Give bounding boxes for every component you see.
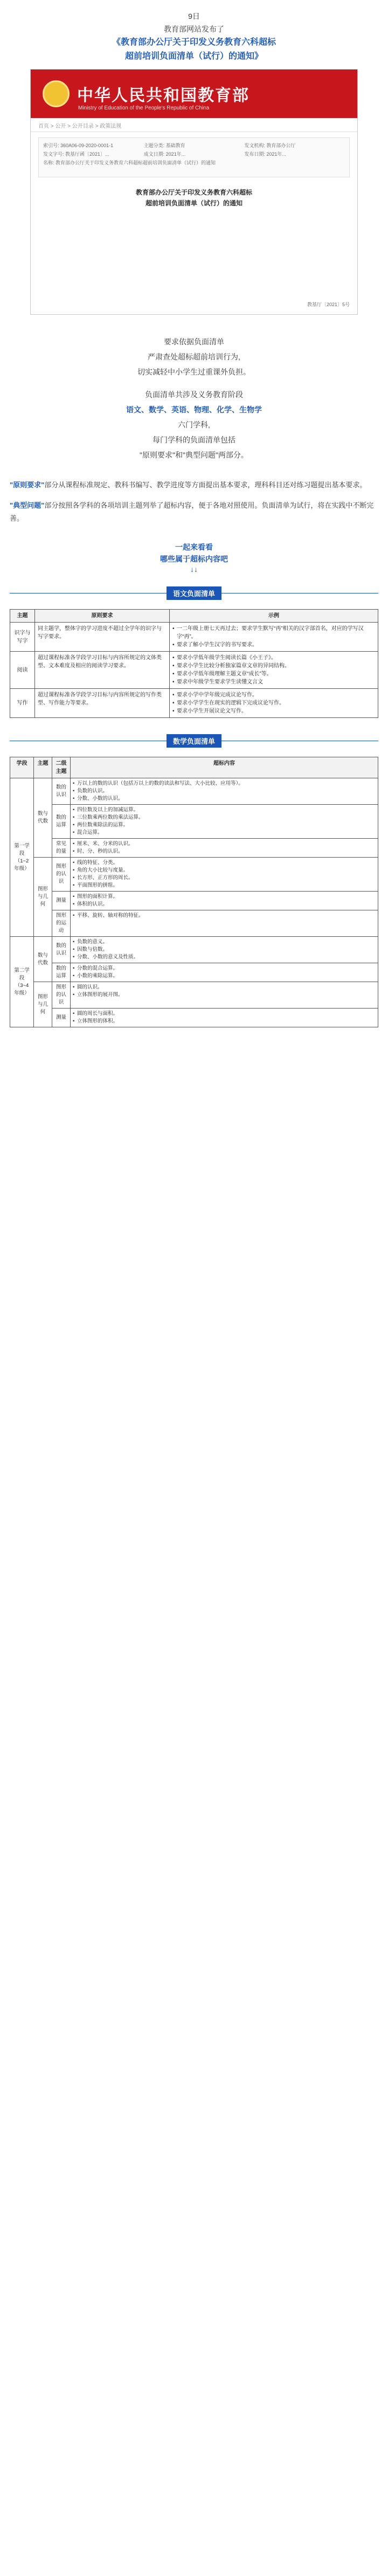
list-item: • 体积的认识。 bbox=[73, 901, 376, 908]
list-item: • 两位数乘除法的运算。 bbox=[73, 821, 376, 829]
list-item: • 混合运算。 bbox=[73, 829, 376, 837]
topic-cell: 阅读 bbox=[10, 652, 35, 689]
section-divider: 一起来看看 哪些属于超标内容吧 ↓↓ bbox=[0, 541, 388, 574]
list-item: • 线的特征、分类。 bbox=[73, 859, 376, 867]
list-item: • 立体图形的展开图。 bbox=[73, 991, 376, 999]
subtopic-cell: 数的认识 bbox=[52, 778, 71, 805]
example-cell bbox=[170, 652, 378, 689]
subjects-list: 语文、数学、英语、物理、化学、生物学 bbox=[126, 405, 262, 414]
content-cell bbox=[71, 892, 378, 910]
intro-line1: 教育部网站发布了 bbox=[164, 25, 224, 33]
example-cell bbox=[170, 623, 378, 652]
content-cell bbox=[71, 963, 378, 982]
math-band: 数学负面清单 bbox=[0, 732, 388, 749]
intro-line2: 《教育部办公厅关于印发义务教育六科超标 bbox=[112, 38, 276, 47]
list-item: • 角的大小比较与度量。 bbox=[73, 867, 376, 874]
table-row bbox=[10, 805, 378, 839]
list-item: • 要求小学学生在现实的逻辑下完成议论写作。 bbox=[172, 699, 375, 707]
table-row bbox=[10, 963, 378, 982]
subtopic-cell: 数的运算 bbox=[52, 963, 71, 982]
list-item: • 分数、小数的认识。 bbox=[73, 795, 376, 803]
list-item: • 四位数及以上的加减运算。 bbox=[73, 806, 376, 814]
principle-note: "原则要求"部分从课程标准规定、教科书编写、教学进度等方面提出基本要求，理科科目还对练习题提出基本要求。 bbox=[10, 481, 367, 489]
subtopic-cell: 测量 bbox=[52, 892, 71, 910]
intro-date: 9日 bbox=[188, 12, 200, 20]
list-item: • 厘米、米、分米的认识。 bbox=[73, 840, 376, 848]
content-cell bbox=[71, 778, 378, 805]
breadcrumb[interactable]: 首页 > 公开 > 公开目录 > 政策法规 bbox=[31, 118, 357, 132]
table-header: 学段 主题 二级主题 超标内容 bbox=[10, 757, 378, 778]
subtopic-cell: 常见的量 bbox=[52, 839, 71, 858]
topic-cell: 图形与几何 bbox=[34, 858, 52, 937]
table-row bbox=[10, 937, 378, 963]
meta-row: 发文字号: 教基厅函〔2021〕... 成文日期: 2021年... 发布日期: 2021年... bbox=[43, 151, 286, 157]
list-item: • 要求小学中学年级完成议论写作。 bbox=[172, 691, 375, 699]
problem-note: "典型问题"部分按照各学科的各项培训主题列举了超标内容，便于各地对照使用。负面清单为试行，将在实践中不断完善。 bbox=[10, 501, 374, 522]
chinese-band: 语文负面清单 bbox=[0, 584, 388, 602]
content-cell bbox=[71, 805, 378, 839]
table-row bbox=[10, 778, 378, 805]
document-meta bbox=[38, 137, 350, 177]
meta-row: 索引号: 360A06-09-2020-0001-1 主题分类: 基础教育 发文机构: 教育部办公厅 bbox=[43, 143, 296, 148]
list-item: • 三位数乘两位数的乘法运算。 bbox=[73, 814, 376, 821]
meta-row: 名称: 教育部办公厅关于印发义务教育六科超标超前培训负面清单（试行）的通知 bbox=[43, 160, 216, 165]
down-arrow-icon: ↓↓ bbox=[190, 565, 198, 574]
list-item: • 时、分、秒的认识。 bbox=[73, 848, 376, 855]
list-item: • 分数、小数的意义及性质。 bbox=[73, 954, 376, 961]
list-item: • 负数的认识。 bbox=[73, 788, 376, 795]
subtopic-cell: 数的认识 bbox=[52, 937, 71, 963]
table-row bbox=[10, 982, 378, 1009]
topic-cell: 图形与几何 bbox=[34, 982, 52, 1027]
table-row bbox=[10, 1009, 378, 1027]
list-item: • 平移、旋转、轴对称的特征。 bbox=[73, 912, 376, 920]
list-item: • 一二年级上册七天再过去；要求学生默写“再”相关的汉字部首名，对应的学写汉字“再”。 bbox=[172, 625, 375, 641]
list-item: • 要求小学生比较分析独家篇章文章的异同结构。 bbox=[172, 662, 375, 670]
table-row bbox=[10, 892, 378, 910]
stage-cell: 第二学段（3~4年级） bbox=[10, 937, 34, 1027]
topic-cell: 识字与写字 bbox=[10, 623, 35, 652]
list-item: • 要求了解小学生汉字的书写要求。 bbox=[172, 641, 375, 649]
summary: 要求依据负面清单 严肃查处超标超前培训行为, 切实减轻中小学生过重课外负担。 负面清单共涉及义务教育阶段 语文、数学、英语、物理、化学、生物学 六门学科, 每门学科的负面清单包括 "原则要求"和"典型问题"两部分。 bbox=[0, 334, 388, 462]
table-row bbox=[10, 623, 378, 652]
table-row bbox=[10, 689, 378, 718]
table-row bbox=[10, 839, 378, 858]
requirement-cell: 同主题学，整体字的学习进度不超过全学年的识字与写字要求。 bbox=[35, 623, 170, 652]
list-item: • 要求小学低年级理解主题文章“成长”等。 bbox=[172, 670, 375, 678]
list-item: • 长方形、正方形的周长。 bbox=[73, 874, 376, 882]
subtopic-cell: 图形的运动 bbox=[52, 910, 71, 937]
content-cell bbox=[71, 839, 378, 858]
list-item: • 万以上的数的认识（包括万以上的数的读法和写法、大小比较、应用等）。 bbox=[73, 780, 376, 788]
moe-banner bbox=[31, 70, 357, 118]
list-item: • 圆的认识。 bbox=[73, 984, 376, 991]
document-title: 教育部办公厅关于印发义务教育六科超标 超前培训负面清单（试行）的通知 bbox=[135, 189, 252, 207]
moe-site-subtitle: Ministry of Education of the People's Republic of China bbox=[78, 105, 210, 111]
list-item: • 要求中年级学生要求学生读懂文言文 bbox=[172, 678, 375, 686]
stage-cell: 第一学段（1~2年级） bbox=[10, 778, 34, 937]
content-cell bbox=[71, 858, 378, 892]
national-emblem-icon bbox=[43, 80, 70, 107]
list-item: • 平面图形的拼组。 bbox=[73, 882, 376, 889]
table-row bbox=[10, 910, 378, 937]
document-number: 教基厅〔2021〕5号 bbox=[307, 302, 350, 307]
content-cell bbox=[71, 910, 378, 937]
content-cell bbox=[71, 937, 378, 963]
list-item: • 小数的乘除运算。 bbox=[73, 972, 376, 980]
moe-screenshot bbox=[30, 69, 358, 315]
list-item: • 要求小学低年级学生阅读长篇《小王子》。 bbox=[172, 654, 375, 662]
requirement-cell: 超过课程标准各学段学习目标与内容所规定的文体类型、文本难度及相应的阅读学习要求。 bbox=[35, 652, 170, 689]
list-item: • 圆的周长与面积。 bbox=[73, 1010, 376, 1018]
subtopic-cell: 图形的认识 bbox=[52, 982, 71, 1009]
topic-cell: 写作 bbox=[10, 689, 35, 718]
topic-cell: 数与代数 bbox=[34, 778, 52, 858]
list-item: • 图形的面积计算。 bbox=[73, 893, 376, 901]
content-cell bbox=[71, 1009, 378, 1027]
list-item: • 负数的意义。 bbox=[73, 938, 376, 946]
table-row bbox=[10, 652, 378, 689]
subtopic-cell: 测量 bbox=[52, 1009, 71, 1027]
requirement-cell: 超过课程标准各学段学习目标与内容所规定的写作类型、写作能力等要求。 bbox=[35, 689, 170, 718]
list-item: • 要求小学生开展议论文写作。 bbox=[172, 707, 375, 715]
table-header: 主题 原则要求 示例 bbox=[10, 610, 378, 623]
list-item: • 分数的混合运算。 bbox=[73, 965, 376, 972]
list-item: • 因数与倍数。 bbox=[73, 946, 376, 954]
subtopic-cell: 图形的认识 bbox=[52, 858, 71, 892]
intro-line3: 超前培训负面清单（试行）的通知》 bbox=[124, 52, 263, 61]
example-cell bbox=[170, 689, 378, 718]
topic-cell: 数与代数 bbox=[34, 937, 52, 982]
moe-site-title: 中华人民共和国教育部 bbox=[77, 86, 250, 105]
chinese-table bbox=[10, 609, 378, 718]
math-table bbox=[10, 757, 378, 1027]
content-cell bbox=[71, 982, 378, 1009]
intro bbox=[0, 0, 388, 69]
subtopic-cell: 数的运算 bbox=[52, 805, 71, 839]
list-item: • 立体图形的体积。 bbox=[73, 1018, 376, 1025]
table-row bbox=[10, 858, 378, 892]
